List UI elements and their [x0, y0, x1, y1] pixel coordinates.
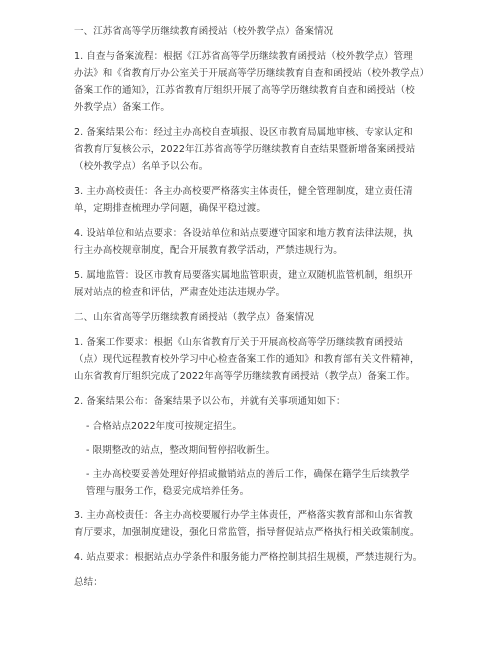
paragraph-shandong-1: 1. 备案工作要求：根据《山东省教育厅关于开展高校高等学历继续教育函授站 （点）现代远程教育校外学习中心检查备案工作的通知》和教育部有关文件精神， 山东省教育厅组织完成了2022年高等学历继续教育函授站（教学点）备案工作。 — [74, 337, 420, 382]
paragraph-jiangsu-3: 3. 主办高校责任：各主办高校要严格落实主体责任，健全管理制度，建立责任清 单，定期排查梳理办学问题，确保平稳过渡。 — [74, 186, 413, 214]
paragraph-shandong-3: 3. 主办高校责任：各主办高校要履行办学主体责任，严格落实教育部和山东省教 育厅要求，加强制度建设，强化日常监管，指导督促站点严格执行相关政策制度。 — [74, 510, 420, 538]
section-heading-shandong: 二、山东省高等学历继续教育函授站（教学点）备案情况 — [74, 312, 315, 323]
list-item-qualified: - 合格站点2022年度可按规定招生。 — [86, 421, 243, 432]
document-page — [74, 23, 446, 599]
paragraph-jiangsu-5: 5. 属地监管：设区市教育局要落实属地监管职责，建立双随机监管机制，组织开 展对站点的检查和评估，严肃查处违法违规办学。 — [74, 270, 413, 298]
paragraph-shandong-4: 4. 站点要求：根据站点办学条件和服务能力严格控制其招生规模，严禁违规行为。 — [74, 552, 423, 563]
list-item-aftercare: - 主办高校要妥善处理好停招或撤销站点的善后工作，确保在籍学生后续教学 管理与服务工作，稳妥完成培养任务。 — [86, 469, 410, 497]
paragraph-shandong-2: 2. 备案结果公布：备案结果予以公布，并就有关事项通知如下： — [74, 396, 346, 407]
list-item-rectify: - 限期整改的站点，整改期间暂停招收新生。 — [86, 445, 276, 456]
summary-label: 总结： — [74, 577, 103, 588]
section-heading-jiangsu: 一、江苏省高等学历继续教育函授站（校外教学点）备案情况 — [74, 26, 334, 37]
paragraph-jiangsu-4: 4. 设站单位和站点要求：各设站单位和站点要遵守国家和地方教育法律法规，执 行主办高校规章制度，配合开展教育教学活动，严禁违规行为。 — [74, 228, 413, 256]
paragraph-jiangsu-1: 1. 自查与备案流程：根据《江苏省高等学历继续教育函授站（校外教学点）管理 办法》和《省教育厅办公室关于开展高等学历继续教育自查和函授站（校外教学点） 备案工作的通知》，江苏省教育厅组织开展了高等学历继续教育自查和函授站（校 外教学点）备案工作。 — [74, 51, 430, 113]
paragraph-jiangsu-2: 2. 备案结果公布：经过主办高校自查填报、设区市教育局属地审核、专家认定和 省教育厅复核公示，2022年江苏省高等学历继续教育自查结果暨新增备案函授站 （校外教学点）名单予以公布。 — [74, 127, 416, 172]
